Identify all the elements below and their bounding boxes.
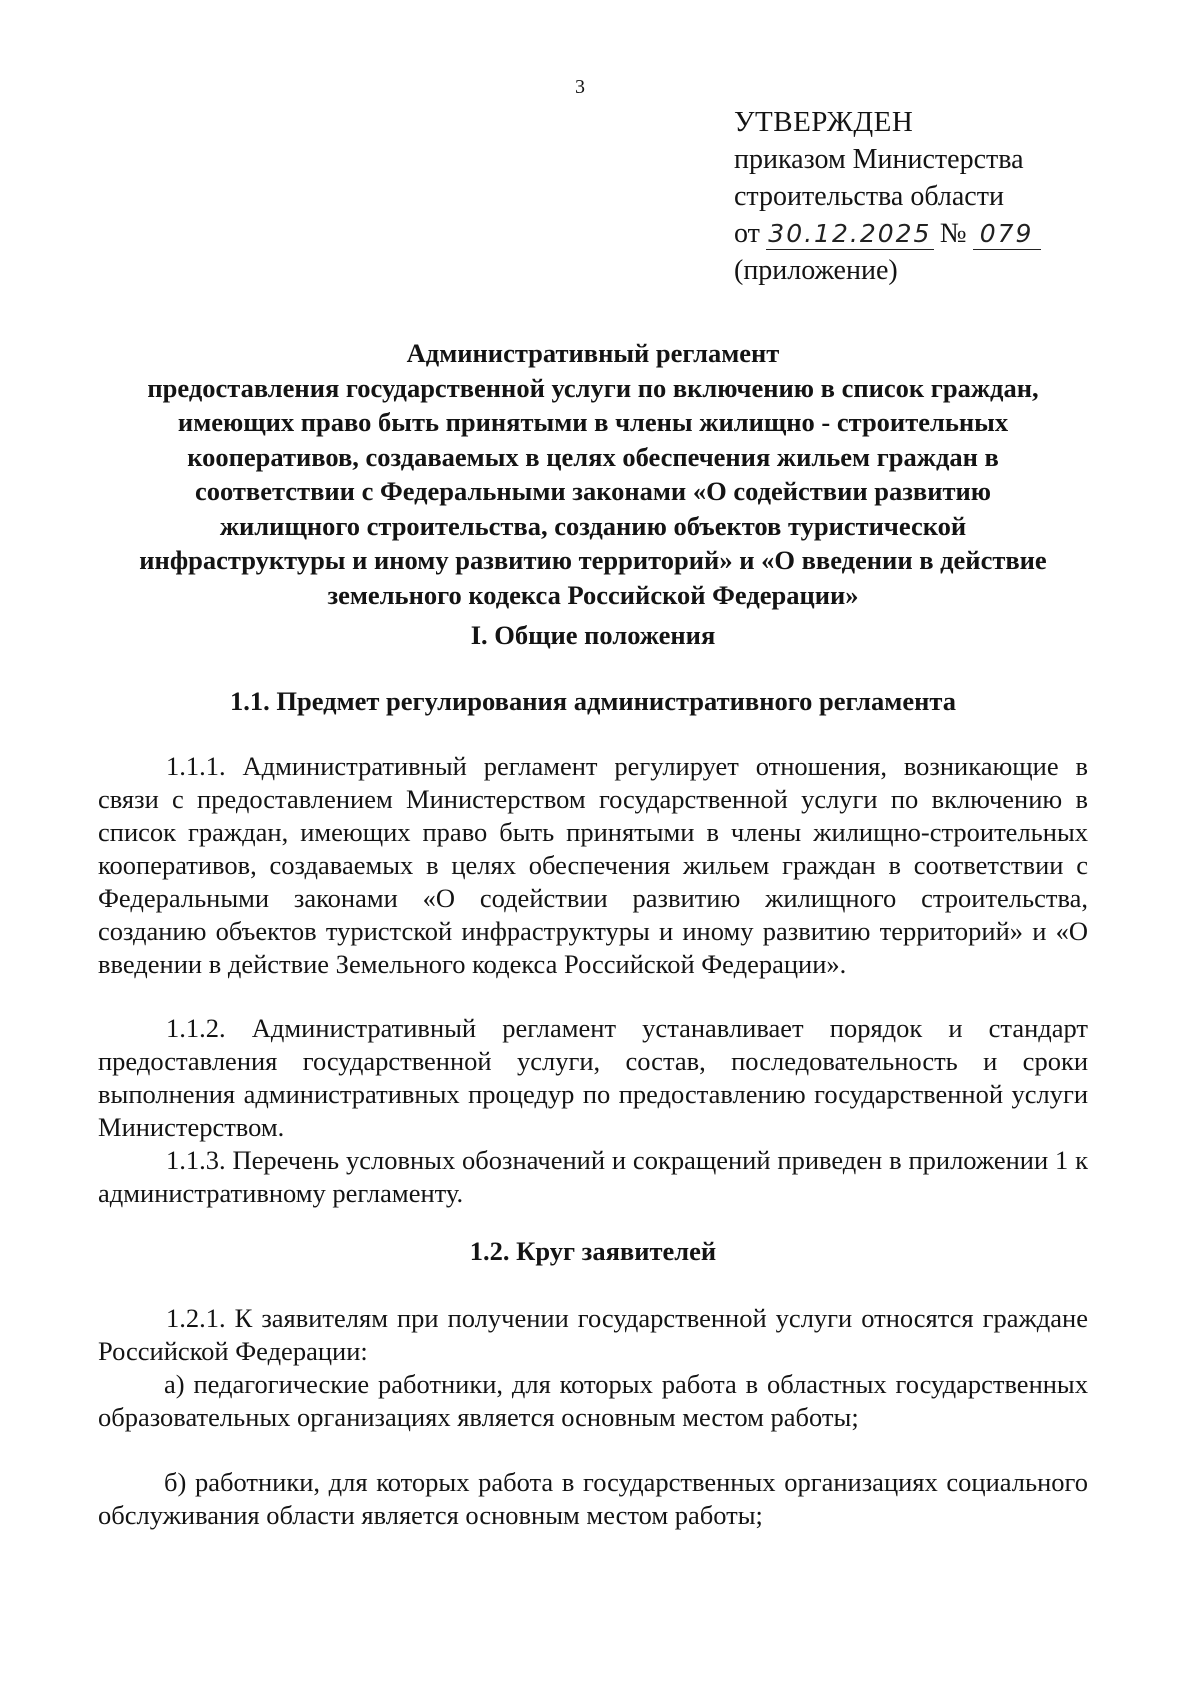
title-line: кооперативов, создаваемых в целях обеспечения жильем граждан в xyxy=(187,441,999,472)
title-line: соответствии с Федеральными законами «О содействии развитию xyxy=(194,476,992,506)
title-line: имеющих право быть принятыми в члены жилищно - строительных xyxy=(177,407,1009,437)
section-general-heading: I. Общие положения xyxy=(470,620,716,650)
number-prefix: № xyxy=(939,218,967,249)
document-title xyxy=(98,336,1088,612)
section-applicants-heading: 1.2. Круг заявителей xyxy=(469,1236,717,1266)
title-line: жилищного строительства, созданию объектов туристической xyxy=(219,510,967,541)
approval-stamp: УТВЕРЖДЕН xyxy=(734,106,914,138)
paragraph-1-1-3: 1.1.3. Перечень условных обозначений и сокращений приведен в приложении 1 к административному регламенту. xyxy=(98,1145,1088,1208)
date-prefix: от xyxy=(734,218,760,249)
list-item-a: а) педагогические работники, для которых работа в областных государственных образовательных организациях является основным местом работы; xyxy=(98,1369,1088,1432)
list-item-b: б) работники, для которых работа в государственных организациях социального обслуживания области является основным местом работы; xyxy=(98,1467,1088,1530)
approval-order-line: приказом Министерства xyxy=(734,144,1024,175)
page-number: 3 xyxy=(575,76,585,98)
handwritten-date: 30.12.2025 xyxy=(766,219,934,250)
approval-note: (приложение) xyxy=(734,255,898,286)
title-line: инфраструктуры и иному развитию территорий» и «О введении в действие xyxy=(139,545,1047,575)
approval-block xyxy=(734,104,1041,289)
approval-ministry-line: строительства области xyxy=(734,181,1004,212)
title-line: Административный регламент xyxy=(406,338,780,368)
handwritten-number: 079 xyxy=(973,219,1041,250)
paragraph-1-2-1: 1.2.1. К заявителям при получении государственной услуги относятся граждане Российской Федерации: xyxy=(98,1303,1088,1366)
section-subject-heading: 1.1. Предмет регулирования административного регламента xyxy=(230,686,956,716)
title-line: предоставления государственной услуги по включению в список граждан, xyxy=(147,372,1039,403)
paragraph-1-1-2: 1.1.2. Административный регламент устанавливает порядок и стандарт предоставления государственной услуги, состав, последовательность и сроки выполнения административных процедур по предоставлению государственной услуги Министерством. xyxy=(98,1013,1088,1142)
paragraph-1-1-1: 1.1.1. Административный регламент регулирует отношения, возникающие в связи с предоставлением Министерством государственной услуги по включению в список граждан, имеющих право быть принятыми в члены жилищно-строительных кооперативов, создаваемых в целях обеспечения жильем граждан в соответствии с Федеральными законами «О содействии развитию жилищного строительства, созданию объектов туристской инфраструктуры и иному развитию территорий» и «О введении в действие Земельного кодекса Российской Федерации». xyxy=(98,751,1088,979)
approval-date-line xyxy=(734,215,1041,252)
title-line: земельного кодекса Российской Федерации» xyxy=(327,579,859,610)
